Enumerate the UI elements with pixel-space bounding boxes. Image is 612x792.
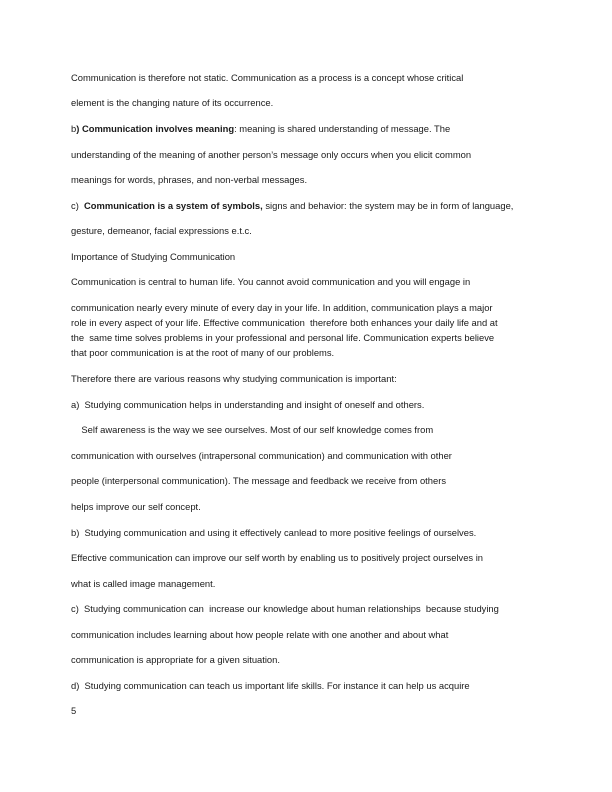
text-line: Communication is therefore not static. Communication as a process is a concept whose critical bbox=[71, 72, 464, 83]
item-marker: c) bbox=[71, 200, 85, 211]
text-line: communication nearly every minute of every day in your life. In addition, communication plays a major bbox=[71, 302, 493, 313]
text-line: helps improve our self concept. bbox=[71, 501, 201, 512]
page-number: 5 bbox=[71, 705, 77, 716]
text-line: the same time solves problems in your professional and personal life. Communication experts believe bbox=[71, 332, 495, 343]
text-line: communication with ourselves (intrapersonal communication) and communication with other bbox=[71, 450, 452, 461]
text-line: Effective communication can improve our self worth by enabling us to positively project ourselves in bbox=[71, 552, 484, 563]
list-item-c-symbols bbox=[71, 200, 513, 212]
text-line: Therefore there are various reasons why studying communication is important: bbox=[71, 373, 397, 384]
list-item: a) Studying communication helps in understanding and insight of oneself and others. bbox=[71, 399, 425, 410]
bold-term: ) Communication involves meaning bbox=[76, 123, 235, 134]
section-heading: Importance of Studying Communication bbox=[71, 251, 236, 262]
list-item-b-meaning bbox=[71, 123, 450, 135]
text-line: communication is appropriate for a given situation. bbox=[71, 654, 280, 665]
text-line: people (interpersonal communication). The message and feedback we receive from others bbox=[71, 475, 447, 486]
list-item: b) Studying communication and using it effectively canlead to more positive feelings of ourselves. bbox=[71, 527, 477, 538]
list-item: c) Studying communication can increase our knowledge about human relationships because studying bbox=[71, 603, 499, 614]
item-marker: b bbox=[71, 123, 77, 134]
text-line: meanings for words, phrases, and non-verbal messages. bbox=[71, 174, 308, 185]
text-line: that poor communication is at the root of many of our problems. bbox=[71, 347, 335, 358]
text-span: signs and behavior: the system may be in form of language, bbox=[262, 200, 514, 211]
bold-term: Communication is a system of symbols, bbox=[84, 200, 263, 211]
text-line: understanding of the meaning of another person’s message only occurs when you elicit common bbox=[71, 149, 472, 160]
text-line: communication includes learning about how people relate with one another and about what bbox=[71, 629, 449, 640]
text-line: Self awareness is the way we see ourselves. Most of our self knowledge comes from bbox=[71, 424, 434, 435]
text-line: element is the changing nature of its occurrence. bbox=[71, 97, 274, 108]
text-line: what is called image management. bbox=[71, 578, 216, 589]
text-span: : meaning is shared understanding of message. The bbox=[234, 123, 451, 134]
text-line: role in every aspect of your life. Effective communication therefore both enhances your daily life and at bbox=[71, 317, 498, 328]
text-line: Communication is central to human life. You cannot avoid communication and you will engage in bbox=[71, 276, 471, 287]
list-item: d) Studying communication can teach us important life skills. For instance it can help us acquire bbox=[71, 680, 470, 691]
text-line: gesture, demeanor, facial expressions e.t.c. bbox=[71, 225, 252, 236]
